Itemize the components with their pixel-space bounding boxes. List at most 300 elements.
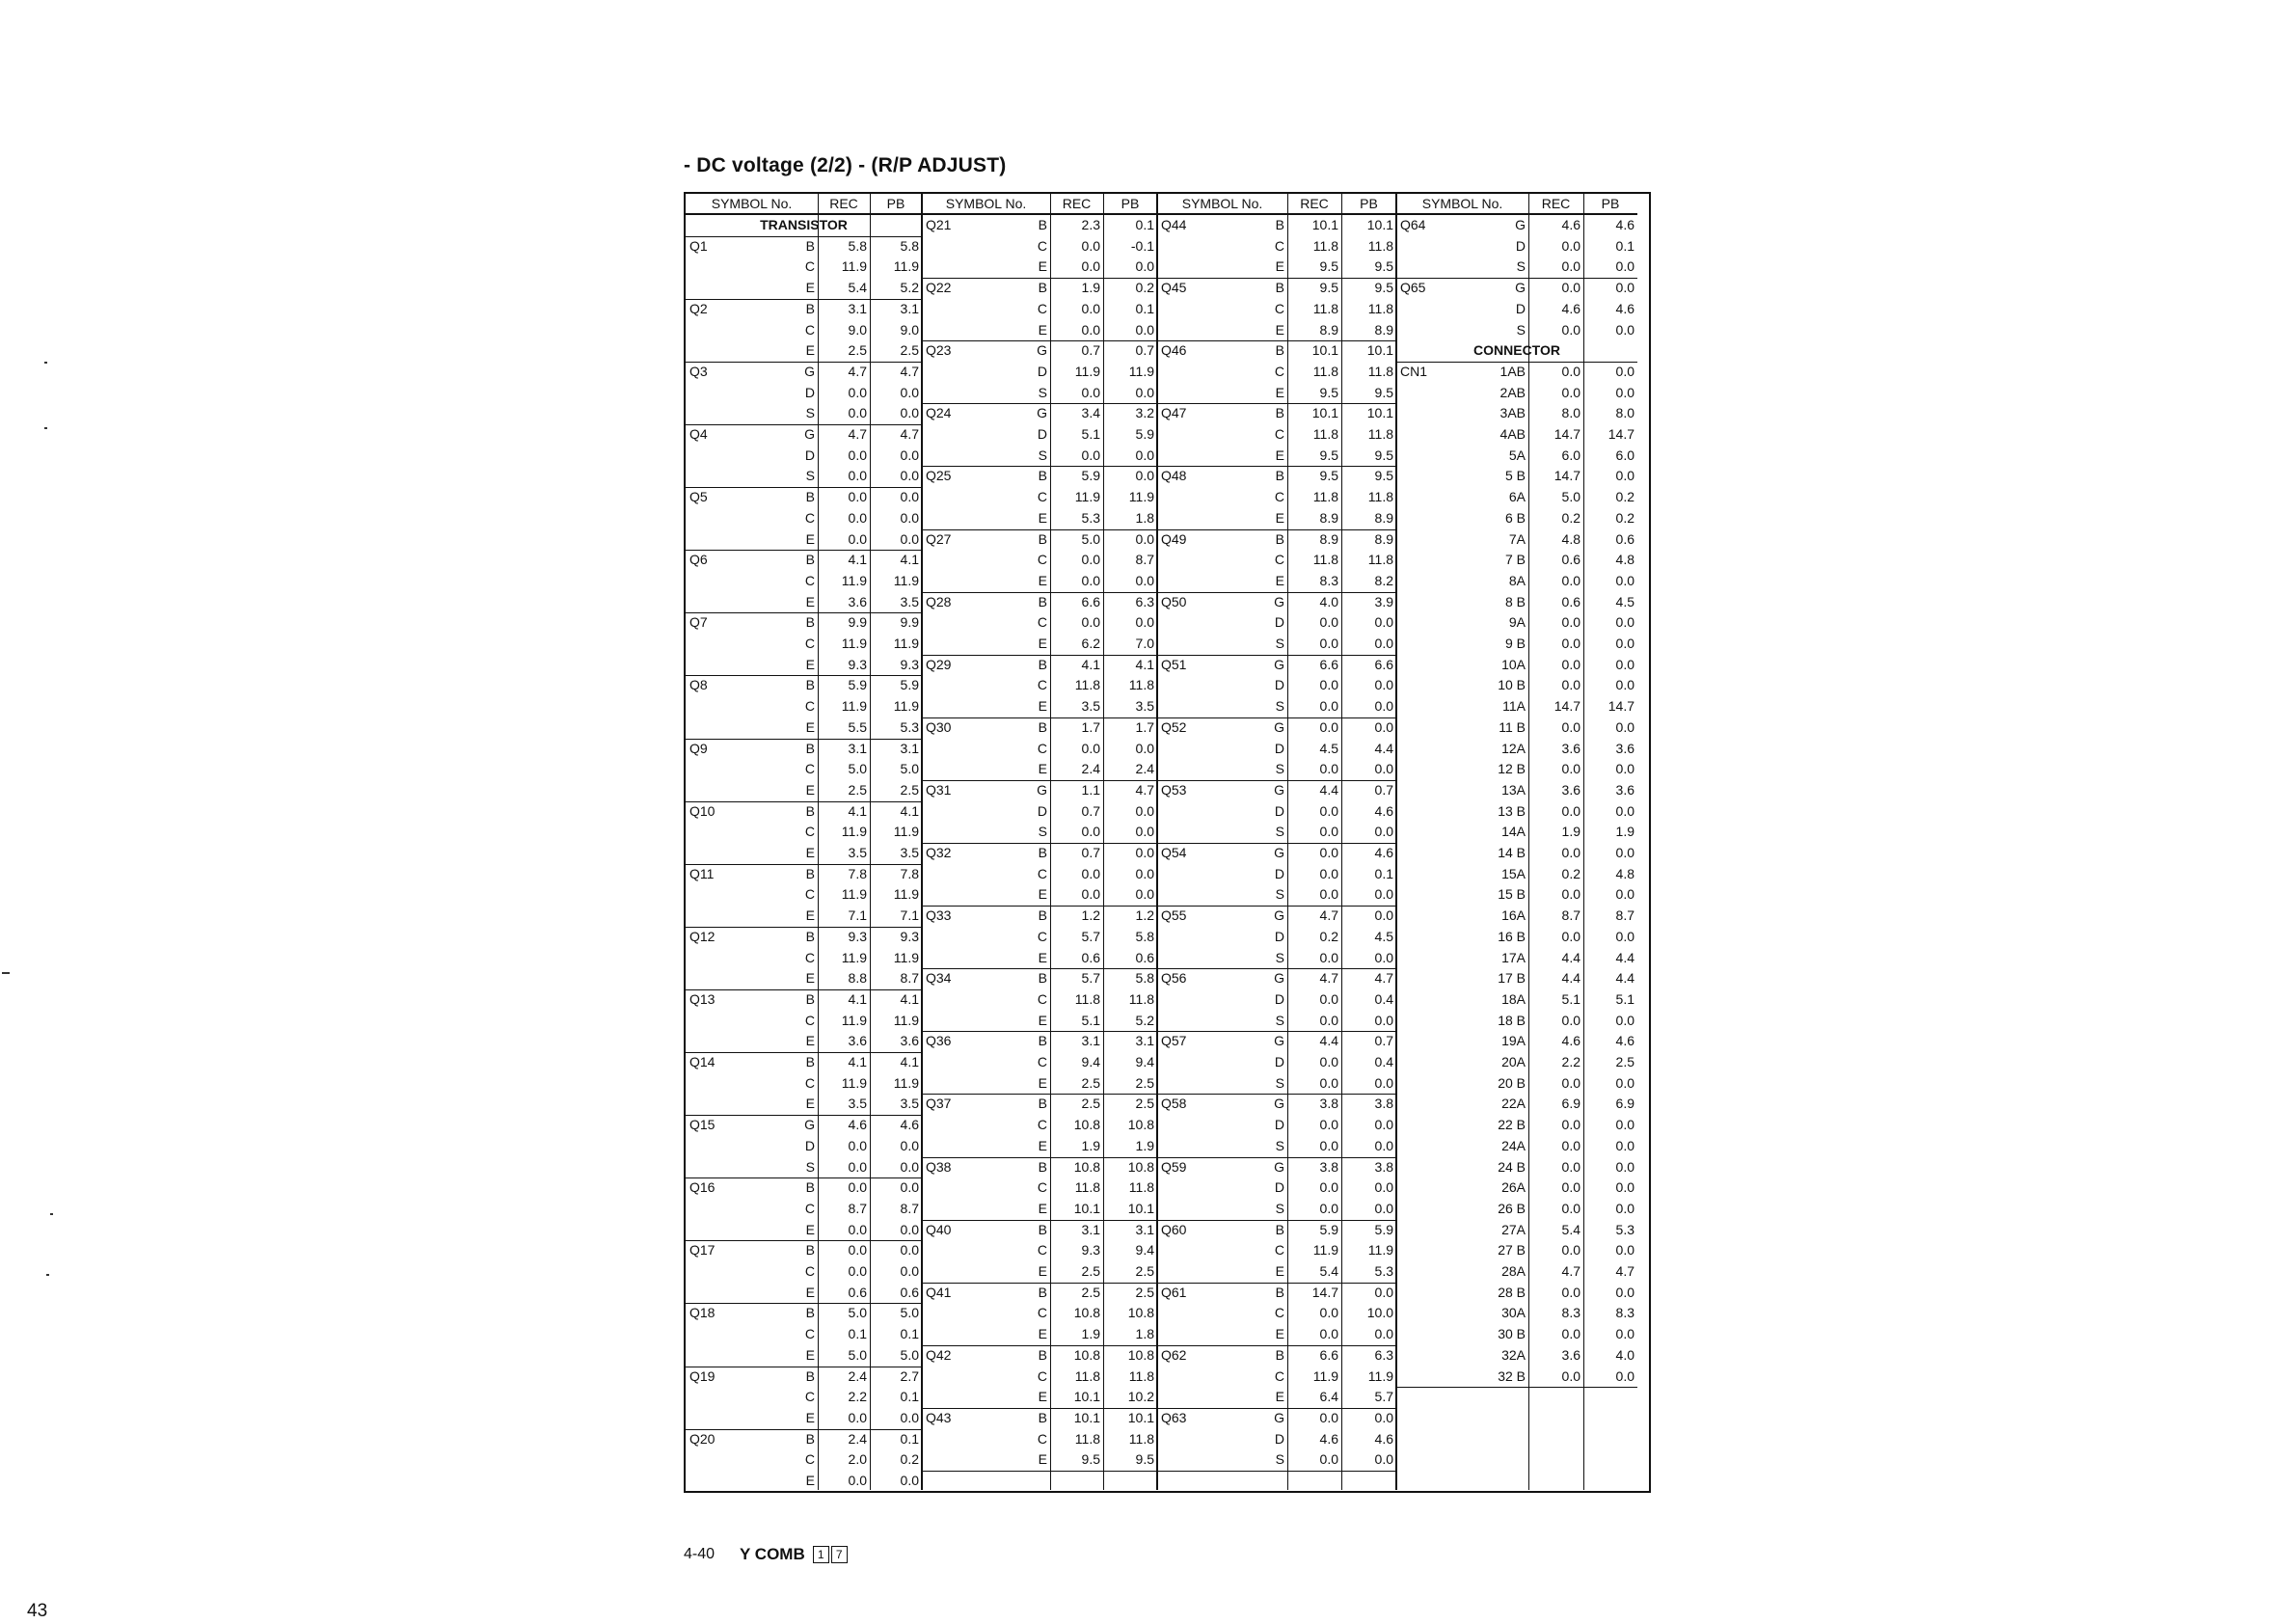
pin-label: D bbox=[1274, 1117, 1284, 1133]
component-symbol: Q54 bbox=[1161, 845, 1187, 860]
pb-voltage: 2.4 bbox=[1135, 761, 1154, 777]
pin-label: C bbox=[1037, 1430, 1047, 1447]
pb-voltage: 4.8 bbox=[1615, 865, 1634, 881]
rec-voltage: 0.0 bbox=[1561, 1200, 1580, 1216]
pb-voltage: 0.0 bbox=[1615, 1284, 1634, 1300]
pin-label: C bbox=[804, 1074, 815, 1091]
rec-voltage: 1.9 bbox=[1081, 1326, 1100, 1342]
pb-voltage: 0.0 bbox=[900, 489, 919, 505]
pb-voltage: -0.1 bbox=[1130, 237, 1154, 254]
pin-label: C bbox=[1037, 614, 1047, 631]
rec-voltage: 0.0 bbox=[1081, 614, 1100, 631]
rec-voltage: 0.0 bbox=[1561, 1326, 1580, 1342]
pb-voltage: 0.0 bbox=[1374, 949, 1393, 965]
pb-voltage: 8.7 bbox=[1135, 552, 1154, 568]
pb-voltage: 0.0 bbox=[1135, 740, 1154, 756]
scan-speck bbox=[50, 1213, 53, 1215]
component-symbol: Q28 bbox=[926, 593, 952, 609]
rec-voltage: 11.9 bbox=[841, 824, 867, 840]
pin-label: C bbox=[1037, 1242, 1047, 1259]
pin-label: S bbox=[805, 1158, 815, 1175]
rec-voltage: 5.0 bbox=[848, 1346, 867, 1363]
pin-label: E bbox=[1038, 1263, 1047, 1279]
pb-voltage: 0.0 bbox=[1615, 1012, 1634, 1028]
pb-voltage: 0.0 bbox=[900, 530, 919, 547]
pin-label: B bbox=[805, 1367, 815, 1384]
pb-voltage: 0.0 bbox=[900, 1409, 919, 1425]
pin-label: B bbox=[805, 1305, 815, 1321]
scan-speck bbox=[44, 427, 47, 429]
rec-voltage: 0.0 bbox=[1319, 824, 1338, 840]
pb-voltage: 0.0 bbox=[1374, 677, 1393, 693]
rec-voltage: 9.9 bbox=[848, 614, 867, 631]
rec-voltage: 0.0 bbox=[1561, 280, 1580, 296]
rec-voltage: 11.9 bbox=[1312, 1242, 1338, 1259]
pb-voltage: 11.8 bbox=[1128, 1179, 1154, 1196]
rec-voltage: 0.0 bbox=[1319, 886, 1338, 903]
rec-voltage: 0.0 bbox=[1081, 258, 1100, 275]
rec-voltage: 0.0 bbox=[1081, 740, 1100, 756]
rec-voltage: 3.4 bbox=[1081, 405, 1100, 421]
pb-voltage: 4.1 bbox=[1135, 656, 1154, 672]
rec-voltage: 4.0 bbox=[1319, 593, 1338, 609]
rec-voltage: 8.9 bbox=[1319, 530, 1338, 547]
column-rule bbox=[1287, 194, 1288, 1490]
pin-label: 30 B bbox=[1498, 1326, 1526, 1342]
pin-label: 13A bbox=[1501, 781, 1526, 798]
pin-label: E bbox=[805, 593, 815, 609]
rec-voltage: 0.7 bbox=[1081, 342, 1100, 359]
pb-voltage: 11.8 bbox=[1367, 426, 1393, 442]
pin-label: E bbox=[1275, 258, 1284, 275]
rec-voltage: 9.3 bbox=[1081, 1242, 1100, 1259]
footer-box-1: 1 bbox=[813, 1546, 829, 1563]
rec-voltage: 10.8 bbox=[1073, 1158, 1100, 1175]
pin-label: D bbox=[1037, 426, 1047, 442]
pin-label: B bbox=[805, 300, 815, 316]
footer bbox=[684, 1545, 850, 1564]
component-symbol: Q14 bbox=[689, 1054, 716, 1069]
pin-label: 2AB bbox=[1499, 384, 1526, 400]
rec-voltage: 0.0 bbox=[1561, 363, 1580, 379]
pb-voltage: 2.5 bbox=[1135, 1074, 1154, 1091]
rec-voltage: 0.0 bbox=[1319, 802, 1338, 819]
rec-voltage: 9.3 bbox=[848, 656, 867, 672]
rec-voltage: 4.1 bbox=[848, 990, 867, 1007]
rec-voltage: 0.0 bbox=[1561, 1137, 1580, 1153]
pb-voltage: 0.0 bbox=[1615, 468, 1634, 484]
pb-voltage: 5.8 bbox=[900, 237, 919, 254]
pin-label: D bbox=[1274, 865, 1284, 881]
pb-voltage: 9.5 bbox=[1374, 258, 1393, 275]
rec-voltage: 3.6 bbox=[1561, 740, 1580, 756]
pin-label: D bbox=[1274, 990, 1284, 1007]
pin-label: G bbox=[1274, 970, 1284, 987]
pin-label: E bbox=[1038, 949, 1047, 965]
pin-label: 22 B bbox=[1498, 1117, 1526, 1133]
pb-voltage: 0.0 bbox=[1615, 886, 1634, 903]
rec-voltage: 5.9 bbox=[1319, 1221, 1338, 1237]
column-header-symbol: SYMBOL No. bbox=[1396, 194, 1528, 215]
component-symbol: Q17 bbox=[689, 1242, 716, 1259]
pb-voltage: 3.1 bbox=[1135, 1033, 1154, 1049]
pin-label: G bbox=[1274, 1158, 1284, 1175]
rec-voltage: 2.4 bbox=[848, 1367, 867, 1384]
pin-label: B bbox=[805, 990, 815, 1007]
rec-voltage: 0.0 bbox=[1561, 677, 1580, 693]
pb-voltage: 7.8 bbox=[900, 865, 919, 881]
pb-voltage: 11.9 bbox=[893, 1074, 919, 1091]
rec-voltage: 9.4 bbox=[1081, 1054, 1100, 1069]
component-symbol: Q21 bbox=[926, 217, 952, 232]
pb-voltage: 0.0 bbox=[900, 1158, 919, 1175]
component-symbol: Q23 bbox=[926, 342, 952, 359]
rec-voltage: 0.0 bbox=[1319, 865, 1338, 881]
rec-voltage: 11.8 bbox=[1074, 1430, 1100, 1447]
pb-voltage: 4.4 bbox=[1374, 740, 1393, 756]
scan-speck bbox=[44, 362, 47, 364]
pin-label: B bbox=[805, 237, 815, 254]
rec-voltage: 0.0 bbox=[848, 1179, 867, 1196]
pb-voltage: 10.8 bbox=[1127, 1305, 1154, 1321]
pin-label: 14 B bbox=[1498, 845, 1526, 860]
component-symbol: Q24 bbox=[926, 405, 952, 421]
rec-voltage: 0.0 bbox=[1561, 258, 1580, 275]
pb-voltage: 0.0 bbox=[1615, 802, 1634, 819]
column-rule bbox=[1395, 194, 1397, 1490]
rec-voltage: 4.7 bbox=[848, 363, 867, 379]
pin-label: D bbox=[1274, 614, 1284, 631]
pin-label: C bbox=[804, 761, 815, 777]
pin-label: C bbox=[1274, 237, 1284, 254]
rec-voltage: 0.0 bbox=[1561, 1012, 1580, 1028]
pin-label: E bbox=[805, 970, 815, 987]
pb-voltage: 0.0 bbox=[1615, 928, 1634, 944]
pin-label: C bbox=[804, 1263, 815, 1279]
rec-voltage: 5.1 bbox=[1081, 1012, 1100, 1028]
pin-label: 32A bbox=[1501, 1346, 1526, 1363]
rec-voltage: 11.9 bbox=[841, 1074, 867, 1091]
pin-label: B bbox=[1275, 217, 1284, 232]
rec-voltage: 6.6 bbox=[1081, 593, 1100, 609]
pb-voltage: 11.9 bbox=[1128, 363, 1154, 379]
rec-voltage: 1.9 bbox=[1561, 824, 1580, 840]
pin-label: S bbox=[1275, 1451, 1284, 1468]
column-rule bbox=[1103, 194, 1104, 1490]
pb-voltage: 0.0 bbox=[1374, 1451, 1393, 1468]
rec-voltage: 3.6 bbox=[1561, 781, 1580, 798]
pin-label: E bbox=[1038, 321, 1047, 338]
pb-voltage: 0.0 bbox=[900, 468, 919, 484]
pb-voltage: 5.1 bbox=[1615, 990, 1634, 1007]
rec-voltage: 0.0 bbox=[1319, 761, 1338, 777]
rec-voltage: 0.2 bbox=[1561, 509, 1580, 526]
rec-voltage: 5.4 bbox=[848, 280, 867, 296]
pin-label: 11A bbox=[1502, 698, 1526, 715]
pin-label: B bbox=[1038, 1158, 1047, 1175]
pb-voltage: 5.9 bbox=[1135, 426, 1154, 442]
pb-voltage: 4.7 bbox=[900, 363, 919, 379]
rec-voltage: 4.5 bbox=[1319, 740, 1338, 756]
footer-model-name: Y COMB bbox=[740, 1545, 805, 1563]
rec-voltage: 2.5 bbox=[1081, 1263, 1100, 1279]
pin-label: G bbox=[1274, 593, 1284, 609]
rec-voltage: 0.0 bbox=[1319, 1326, 1338, 1342]
rec-voltage: 0.0 bbox=[1561, 614, 1580, 631]
component-symbol: Q16 bbox=[689, 1179, 716, 1196]
rec-voltage: 5.8 bbox=[848, 237, 867, 254]
pin-label: G bbox=[1037, 405, 1047, 421]
component-symbol: Q59 bbox=[1161, 1158, 1187, 1175]
pin-label: G bbox=[1515, 280, 1526, 296]
pb-voltage: 11.9 bbox=[893, 636, 919, 651]
component-symbol: Q31 bbox=[926, 781, 952, 798]
pb-voltage: 0.1 bbox=[1374, 865, 1393, 881]
rec-voltage: 11.8 bbox=[1312, 363, 1338, 379]
pin-label: B bbox=[1038, 1221, 1047, 1237]
rec-voltage: 10.1 bbox=[1073, 1409, 1100, 1425]
rec-voltage: 0.0 bbox=[1319, 1409, 1338, 1425]
pb-voltage: 11.9 bbox=[893, 258, 919, 275]
pb-voltage: 11.9 bbox=[893, 824, 919, 840]
pb-voltage: 0.0 bbox=[1374, 636, 1393, 651]
pin-label: S bbox=[1275, 1137, 1284, 1153]
pb-voltage: 14.7 bbox=[1607, 426, 1634, 442]
pb-voltage: 0.0 bbox=[1374, 1326, 1393, 1342]
pb-voltage: 8.9 bbox=[1374, 509, 1393, 526]
component-symbol: Q25 bbox=[926, 468, 952, 484]
rec-voltage: 4.4 bbox=[1319, 781, 1338, 798]
component-symbol: Q22 bbox=[926, 280, 952, 296]
pin-label: C bbox=[804, 258, 815, 275]
rec-voltage: 3.1 bbox=[848, 740, 867, 756]
pb-voltage: 5.3 bbox=[1374, 1263, 1393, 1279]
pb-voltage: 0.0 bbox=[1374, 1074, 1393, 1091]
pb-voltage: 0.0 bbox=[1135, 802, 1154, 819]
page-number: 43 bbox=[27, 1601, 48, 1621]
rec-voltage: 5.0 bbox=[848, 1305, 867, 1321]
rec-voltage: 6.6 bbox=[1319, 1346, 1338, 1363]
pin-label: E bbox=[1038, 509, 1047, 526]
pb-voltage: 4.1 bbox=[900, 552, 919, 568]
component-symbol: Q61 bbox=[1161, 1284, 1187, 1300]
pin-label: D bbox=[1515, 300, 1526, 316]
pin-label: C bbox=[1274, 300, 1284, 316]
rec-voltage: 0.0 bbox=[1319, 718, 1338, 735]
component-symbol: Q8 bbox=[689, 677, 708, 693]
pin-label: B bbox=[805, 865, 815, 881]
pb-voltage: 9.4 bbox=[1135, 1242, 1154, 1259]
component-symbol: Q55 bbox=[1161, 907, 1187, 924]
pin-label: G bbox=[1037, 342, 1047, 359]
pb-voltage: 11.9 bbox=[1367, 1367, 1393, 1384]
pb-voltage: 0.0 bbox=[900, 447, 919, 463]
pin-label: 24A bbox=[1501, 1137, 1526, 1153]
component-symbol: Q48 bbox=[1161, 468, 1187, 484]
pb-voltage: 8.2 bbox=[1374, 572, 1393, 588]
pb-voltage: 0.2 bbox=[1135, 280, 1154, 296]
rec-voltage: 11.8 bbox=[1074, 677, 1100, 693]
pin-label: B bbox=[1038, 845, 1047, 860]
pin-label: C bbox=[1037, 237, 1047, 254]
pb-voltage: 8.7 bbox=[900, 1200, 919, 1216]
component-symbol: Q42 bbox=[926, 1346, 952, 1363]
pb-voltage: 0.0 bbox=[1374, 718, 1393, 735]
rec-voltage: 0.0 bbox=[1319, 636, 1338, 651]
pb-voltage: 4.7 bbox=[1615, 1263, 1634, 1279]
pb-voltage: 0.2 bbox=[900, 1451, 919, 1468]
column-rule bbox=[1341, 194, 1342, 1490]
pin-label: 14A bbox=[1501, 824, 1526, 840]
pb-voltage: 3.5 bbox=[900, 845, 919, 860]
pb-voltage: 0.1 bbox=[1615, 237, 1634, 254]
pin-label: 26A bbox=[1501, 1179, 1526, 1196]
pb-voltage: 1.8 bbox=[1135, 1326, 1154, 1342]
component-symbol: Q52 bbox=[1161, 718, 1187, 735]
pin-label: E bbox=[1038, 698, 1047, 715]
rec-voltage: 11.8 bbox=[1312, 489, 1338, 505]
pin-label: E bbox=[1038, 1389, 1047, 1405]
pin-label: 8A bbox=[1508, 572, 1526, 588]
component-symbol: Q4 bbox=[689, 426, 708, 442]
rec-voltage: 0.0 bbox=[1081, 447, 1100, 463]
rec-voltage: 9.5 bbox=[1319, 447, 1338, 463]
pin-label: 15A bbox=[1501, 865, 1526, 881]
rec-voltage: 5.9 bbox=[1081, 468, 1100, 484]
rec-voltage: 0.2 bbox=[1561, 865, 1580, 881]
rec-voltage: 0.0 bbox=[848, 509, 867, 526]
pb-voltage: 4.6 bbox=[900, 1117, 919, 1133]
pin-label: C bbox=[1037, 677, 1047, 693]
component-symbol: Q7 bbox=[689, 614, 708, 631]
rec-voltage: 4.4 bbox=[1561, 949, 1580, 965]
rec-voltage: 0.0 bbox=[1319, 845, 1338, 860]
rec-voltage: 1.9 bbox=[1081, 1137, 1100, 1153]
rec-voltage: 0.0 bbox=[848, 1221, 867, 1237]
pb-voltage: 5.0 bbox=[900, 761, 919, 777]
pb-voltage: 3.5 bbox=[900, 593, 919, 609]
row-rule bbox=[1157, 1471, 1396, 1472]
rec-voltage: 8.3 bbox=[1561, 1305, 1580, 1321]
rec-voltage: 0.0 bbox=[1561, 802, 1580, 819]
column-header-symbol: SYMBOL No. bbox=[686, 194, 818, 215]
pb-voltage: 9.5 bbox=[1374, 447, 1393, 463]
pin-label: E bbox=[1275, 1389, 1284, 1405]
pb-voltage: 5.0 bbox=[900, 1346, 919, 1363]
rec-voltage: 4.6 bbox=[1561, 217, 1580, 232]
pin-label: G bbox=[1274, 718, 1284, 735]
pin-label: 20 B bbox=[1498, 1074, 1526, 1091]
rec-voltage: 0.0 bbox=[1319, 677, 1338, 693]
pb-voltage: 11.8 bbox=[1128, 1367, 1154, 1384]
component-symbol: Q29 bbox=[926, 656, 952, 672]
rec-voltage: 2.2 bbox=[1561, 1054, 1580, 1069]
rec-voltage: 0.0 bbox=[1319, 949, 1338, 965]
rec-voltage: 10.1 bbox=[1311, 405, 1338, 421]
component-symbol: Q46 bbox=[1161, 342, 1187, 359]
pb-voltage: 0.0 bbox=[1615, 718, 1634, 735]
rec-voltage: 2.5 bbox=[848, 781, 867, 798]
pin-label: E bbox=[805, 1346, 815, 1363]
pb-voltage: 11.9 bbox=[1128, 489, 1154, 505]
pin-label: E bbox=[1275, 572, 1284, 588]
pin-label: G bbox=[1274, 781, 1284, 798]
column-header-rec: REC bbox=[1050, 194, 1103, 215]
component-symbol: Q57 bbox=[1161, 1033, 1187, 1049]
rec-voltage: 2.5 bbox=[1081, 1074, 1100, 1091]
pin-label: G bbox=[1274, 1096, 1284, 1112]
pin-label: C bbox=[804, 1389, 815, 1405]
pb-voltage: 8.7 bbox=[1615, 907, 1634, 924]
pin-label: E bbox=[805, 530, 815, 547]
rec-voltage: 0.0 bbox=[1319, 698, 1338, 715]
pb-voltage: 0.0 bbox=[1374, 1284, 1393, 1300]
rec-voltage: 3.6 bbox=[1561, 1346, 1580, 1363]
rec-voltage: 10.8 bbox=[1073, 1346, 1100, 1363]
pb-voltage: 0.0 bbox=[1135, 824, 1154, 840]
pb-voltage: 0.6 bbox=[900, 1284, 919, 1300]
pb-voltage: 7.1 bbox=[900, 907, 919, 924]
rec-voltage: 0.6 bbox=[1081, 949, 1100, 965]
rec-voltage: 5.4 bbox=[1319, 1263, 1338, 1279]
rec-voltage: 10.1 bbox=[1073, 1200, 1100, 1216]
pb-voltage: 0.0 bbox=[1135, 258, 1154, 275]
pb-voltage: 0.4 bbox=[1374, 1054, 1393, 1069]
pb-voltage: 9.3 bbox=[900, 656, 919, 672]
rec-voltage: 0.0 bbox=[1319, 1200, 1338, 1216]
pin-label: E bbox=[805, 718, 815, 735]
component-symbol: Q5 bbox=[689, 489, 708, 505]
rec-voltage: 0.0 bbox=[1319, 614, 1338, 631]
pin-label: C bbox=[804, 1200, 815, 1216]
rec-voltage: 0.0 bbox=[1561, 1367, 1580, 1384]
rec-voltage: 0.7 bbox=[1081, 802, 1100, 819]
rec-voltage: 0.0 bbox=[1081, 865, 1100, 881]
pb-voltage: 5.3 bbox=[1615, 1221, 1634, 1237]
pin-label: C bbox=[804, 572, 815, 588]
pb-voltage: 3.9 bbox=[1374, 593, 1393, 609]
pin-label: C bbox=[804, 886, 815, 903]
pin-label: B bbox=[1275, 280, 1284, 296]
pb-voltage: 0.0 bbox=[1615, 1326, 1634, 1342]
rec-voltage: 2.2 bbox=[848, 1389, 867, 1405]
pin-label: D bbox=[804, 447, 815, 463]
pin-label: 3AB bbox=[1499, 405, 1526, 421]
rec-voltage: 8.9 bbox=[1319, 509, 1338, 526]
pb-voltage: 14.7 bbox=[1607, 698, 1634, 715]
pb-voltage: 0.0 bbox=[1615, 363, 1634, 379]
rec-voltage: 10.8 bbox=[1073, 1305, 1100, 1321]
rec-voltage: 0.0 bbox=[1319, 1179, 1338, 1196]
pb-voltage: 4.6 bbox=[1615, 1033, 1634, 1049]
component-symbol: Q47 bbox=[1161, 405, 1187, 421]
pb-voltage: 11.8 bbox=[1367, 300, 1393, 316]
pb-voltage: 0.0 bbox=[1374, 1179, 1393, 1196]
rec-voltage: 0.0 bbox=[1561, 718, 1580, 735]
pin-label: B bbox=[1275, 342, 1284, 359]
rec-voltage: 4.1 bbox=[848, 1054, 867, 1069]
pin-label: B bbox=[805, 552, 815, 568]
pb-voltage: 0.2 bbox=[1615, 489, 1634, 505]
pb-voltage: 9.5 bbox=[1374, 384, 1393, 400]
pin-label: S bbox=[805, 468, 815, 484]
pin-label: B bbox=[1038, 1033, 1047, 1049]
pb-voltage: 0.0 bbox=[900, 1221, 919, 1237]
component-symbol: Q12 bbox=[689, 928, 716, 944]
rec-voltage: 5.9 bbox=[848, 677, 867, 693]
pin-label: 5 B bbox=[1504, 468, 1526, 484]
pb-voltage: 0.0 bbox=[1615, 677, 1634, 693]
